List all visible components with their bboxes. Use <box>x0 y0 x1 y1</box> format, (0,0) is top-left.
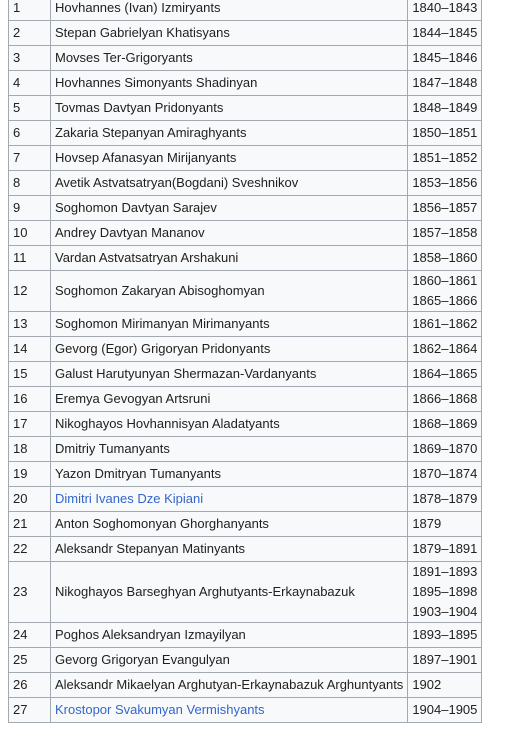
name-cell: Yazon Dmitryan Tumanyants <box>51 462 408 487</box>
row-number: 11 <box>9 246 51 271</box>
row-number: 8 <box>9 171 51 196</box>
year-range: 1845–1846 <box>412 50 478 65</box>
year-range: 1878–1879 <box>412 491 478 506</box>
year-range: 1850–1851 <box>412 125 478 140</box>
row-number: 16 <box>9 387 51 412</box>
years-cell <box>408 337 482 362</box>
name-cell: Dmitriy Tumanyants <box>51 437 408 462</box>
year-range: 1861–1862 <box>412 316 478 331</box>
name-cell <box>51 487 408 512</box>
year-range: 1895–1898 <box>412 584 478 599</box>
year-range: 1897–1901 <box>412 652 478 667</box>
name-cell: Gevorg Grigoryan Evangulyan <box>51 648 408 673</box>
years-cell <box>408 146 482 171</box>
years-cell <box>408 698 482 723</box>
row-number: 1 <box>9 0 51 21</box>
table-row <box>9 46 482 71</box>
years-cell <box>408 623 482 648</box>
years-cell <box>408 562 482 623</box>
row-number: 9 <box>9 196 51 221</box>
year-range: 1879–1891 <box>412 541 478 556</box>
name-cell: Eremya Gevogyan Artsruni <box>51 387 408 412</box>
table-row <box>9 171 482 196</box>
year-range: 1893–1895 <box>412 627 478 642</box>
name-cell: Zakaria Stepanyan Amiraghyants <box>51 121 408 146</box>
year-range: 1903–1904 <box>412 604 478 619</box>
year-range: 1866–1868 <box>412 391 478 406</box>
row-number: 7 <box>9 146 51 171</box>
row-number: 12 <box>9 271 51 312</box>
years-cell <box>408 412 482 437</box>
year-range: 1853–1856 <box>412 175 478 190</box>
table-row <box>9 121 482 146</box>
table-row <box>9 698 482 723</box>
year-range: 1848–1849 <box>412 100 478 115</box>
row-number: 10 <box>9 221 51 246</box>
table-row <box>9 437 482 462</box>
year-range: 1847–1848 <box>412 75 478 90</box>
years-cell <box>408 96 482 121</box>
year-range: 1860–1861 <box>412 273 478 288</box>
row-number: 17 <box>9 412 51 437</box>
year-range: 1858–1860 <box>412 250 478 265</box>
name-cell: Vardan Astvatsatryan Arshakuni <box>51 246 408 271</box>
row-number: 14 <box>9 337 51 362</box>
table-row <box>9 537 482 562</box>
years-cell <box>408 171 482 196</box>
years-cell <box>408 21 482 46</box>
year-range: 1879 <box>412 516 442 531</box>
name-cell: Aleksandr Stepanyan Matinyants <box>51 537 408 562</box>
year-range: 1844–1845 <box>412 25 478 40</box>
mayors-table <box>8 0 482 723</box>
row-number: 18 <box>9 437 51 462</box>
years-cell <box>408 246 482 271</box>
row-number: 22 <box>9 537 51 562</box>
table-row <box>9 146 482 171</box>
years-cell <box>408 648 482 673</box>
row-number: 25 <box>9 648 51 673</box>
name-cell: Aleksandr Mikaelyan Arghutyan-Erkaynabazuk Arghuntyants <box>51 673 408 698</box>
name-cell: Nikoghayos Hovhannisyan Aladatyants <box>51 412 408 437</box>
year-range: 1857–1858 <box>412 225 478 240</box>
name-link[interactable]: Dimitri Ivanes Dze Kipiani <box>55 491 204 506</box>
row-number: 24 <box>9 623 51 648</box>
years-cell <box>408 0 482 21</box>
years-cell <box>408 362 482 387</box>
row-number: 20 <box>9 487 51 512</box>
table-row <box>9 337 482 362</box>
name-cell: Avetik Astvatsatryan(Bogdani) Sveshnikov <box>51 171 408 196</box>
row-number: 19 <box>9 462 51 487</box>
years-cell <box>408 673 482 698</box>
table-row <box>9 312 482 337</box>
year-range: 1891–1893 <box>412 564 478 579</box>
name-cell: Anton Soghomonyan Ghorghanyants <box>51 512 408 537</box>
years-cell <box>408 312 482 337</box>
year-range: 1864–1865 <box>412 366 478 381</box>
table-row <box>9 412 482 437</box>
name-cell: Poghos Aleksandryan Izmayilyan <box>51 623 408 648</box>
years-cell <box>408 437 482 462</box>
name-cell: Soghomon Zakaryan Abisoghomyan <box>51 271 408 312</box>
row-number: 3 <box>9 46 51 71</box>
years-cell <box>408 221 482 246</box>
years-cell <box>408 537 482 562</box>
table-row <box>9 221 482 246</box>
row-number: 13 <box>9 312 51 337</box>
year-range: 1851–1852 <box>412 150 478 165</box>
table-row <box>9 362 482 387</box>
name-cell: Andrey Davtyan Mananov <box>51 221 408 246</box>
name-link[interactable]: Krostopor Svakumyan Vermishyants <box>55 702 265 717</box>
years-cell <box>408 121 482 146</box>
name-cell: Hovhannes Simonyants Shadinyan <box>51 71 408 96</box>
name-cell: Galust Harutyunyan Shermazan-Vardanyants <box>51 362 408 387</box>
table-row <box>9 71 482 96</box>
row-number: 27 <box>9 698 51 723</box>
table-row <box>9 271 482 312</box>
row-number: 5 <box>9 96 51 121</box>
name-cell: Hovsep Afanasyan Mirijanyants <box>51 146 408 171</box>
name-cell: Stepan Gabrielyan Khatisyans <box>51 21 408 46</box>
year-range: 1904–1905 <box>412 702 478 717</box>
table-row <box>9 96 482 121</box>
name-cell: Soghomon Davtyan Sarajev <box>51 196 408 221</box>
table-body <box>9 0 482 723</box>
table-row <box>9 487 482 512</box>
years-cell <box>408 512 482 537</box>
name-cell: Soghomon Mirimanyan Mirimanyants <box>51 312 408 337</box>
row-number: 6 <box>9 121 51 146</box>
year-range: 1865–1866 <box>412 293 478 308</box>
name-cell <box>51 698 408 723</box>
years-cell <box>408 196 482 221</box>
years-cell <box>408 271 482 312</box>
table-row <box>9 562 482 623</box>
row-number: 26 <box>9 673 51 698</box>
year-range: 1902 <box>412 677 442 692</box>
years-cell <box>408 387 482 412</box>
table-row <box>9 387 482 412</box>
years-cell <box>408 462 482 487</box>
table-row <box>9 623 482 648</box>
year-range: 1869–1870 <box>412 441 478 456</box>
name-cell: Tovmas Davtyan Pridonyants <box>51 96 408 121</box>
table-row <box>9 648 482 673</box>
table-row <box>9 512 482 537</box>
name-cell: Nikoghayos Barseghyan Arghutyants-Erkaynabazuk <box>51 562 408 623</box>
year-range: 1862–1864 <box>412 341 478 356</box>
table-row <box>9 21 482 46</box>
name-cell: Hovhannes (Ivan) Izmiryants <box>51 0 408 21</box>
year-range: 1868–1869 <box>412 416 478 431</box>
row-number: 4 <box>9 71 51 96</box>
table-row <box>9 246 482 271</box>
table-row <box>9 0 482 21</box>
table-row <box>9 196 482 221</box>
years-cell <box>408 46 482 71</box>
row-number: 2 <box>9 21 51 46</box>
row-number: 21 <box>9 512 51 537</box>
year-range: 1840–1843 <box>412 0 478 15</box>
year-range: 1870–1874 <box>412 466 478 481</box>
years-cell <box>408 71 482 96</box>
row-number: 15 <box>9 362 51 387</box>
table-row <box>9 673 482 698</box>
year-range: 1856–1857 <box>412 200 478 215</box>
name-cell: Gevorg (Egor) Grigoryan Pridonyants <box>51 337 408 362</box>
years-cell <box>408 487 482 512</box>
row-number: 23 <box>9 562 51 623</box>
table-row <box>9 462 482 487</box>
name-cell: Movses Ter-Grigoryants <box>51 46 408 71</box>
